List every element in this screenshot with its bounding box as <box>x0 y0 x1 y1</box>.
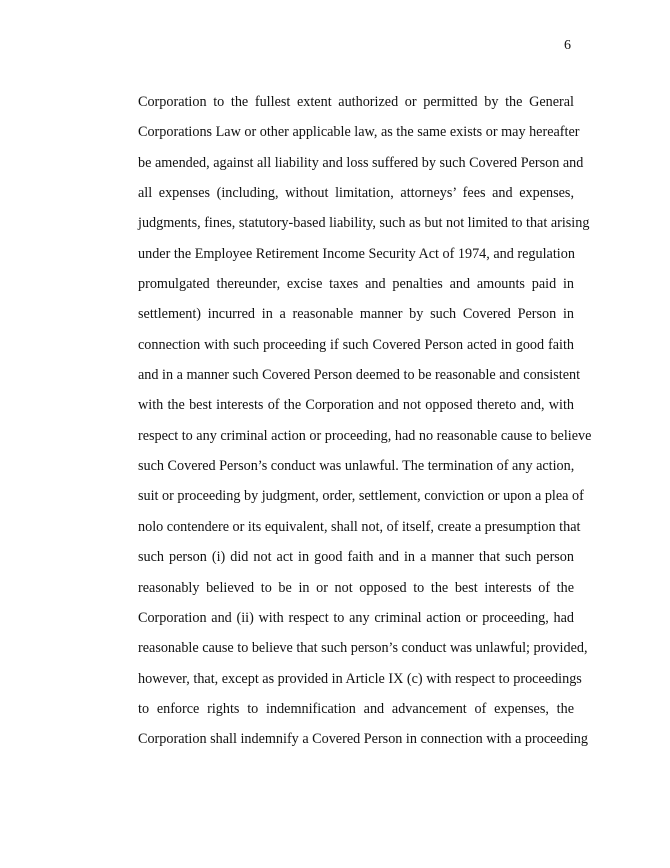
page-number: 6 <box>564 38 571 53</box>
text-line: Corporation to the fullest extent authorized or permitted by the General <box>138 94 574 110</box>
text-line: suit or proceeding by judgment, order, settlement, conviction or upon a plea of <box>138 488 584 505</box>
text-line: such person (i) did not act in good faith and in a manner that such person <box>138 549 574 566</box>
text-line: settlement) incurred in a reasonable manner by such Covered Person in <box>138 306 574 323</box>
text-line: judgments, fines, statutory-based liability, such as but not limited to that arising <box>138 215 590 232</box>
text-line: Corporation shall indemnify a Covered Person in connection with a proceeding <box>138 731 588 748</box>
text-line: respect to any criminal action or proceeding, had no reasonable cause to believe <box>138 427 592 444</box>
text-line: however, that, except as provided in Article IX (c) with respect to proceedings <box>138 670 582 687</box>
text-line: to enforce rights to indemnification and advancement of expenses, the <box>138 700 574 717</box>
text-line: under the Employee Retirement Income Security Act of 1974, and regulation <box>138 245 575 262</box>
text-line: promulgated thereunder, excise taxes and penalties and amounts paid in <box>138 276 574 293</box>
text-line: with the best interests of the Corporation and not opposed thereto and, with <box>138 397 574 414</box>
text-line: all expenses (including, without limitation, attorneys’ fees and expenses, <box>138 185 574 202</box>
text-line: nolo contendere or its equivalent, shall not, of itself, create a presumption that <box>138 518 581 535</box>
body-text <box>138 92 592 760</box>
text-line: such Covered Person’s conduct was unlawful. The termination of any action, <box>138 458 575 475</box>
text-line: Corporations Law or other applicable law, as the same exists or may hereafter <box>138 124 580 141</box>
text-line: connection with such proceeding if such Covered Person acted in good faith <box>138 336 574 353</box>
text-line: be amended, against all liability and loss suffered by such Covered Person and <box>138 154 584 171</box>
text-line: reasonable cause to believe that such person’s conduct was unlawful; provided, <box>138 640 588 657</box>
text-line: Corporation and (ii) with respect to any criminal action or proceeding, had <box>138 609 574 626</box>
text-line: reasonably believed to be in or not opposed to the best interests of the <box>138 579 574 596</box>
text-line: and in a manner such Covered Person deemed to be reasonable and consistent <box>138 367 581 384</box>
